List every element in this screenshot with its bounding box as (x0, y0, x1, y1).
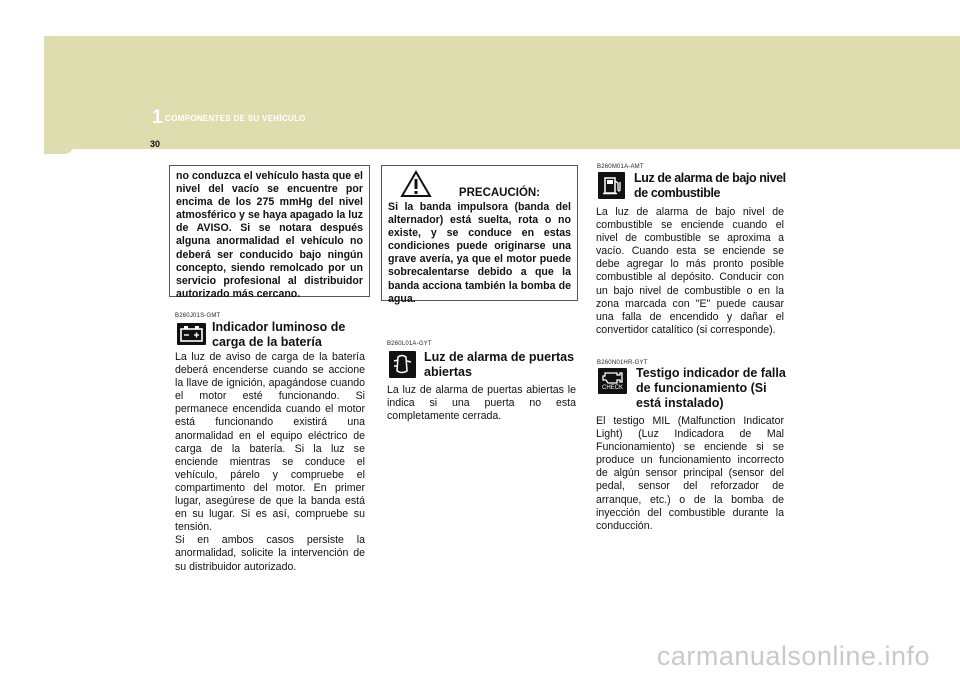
fuel-section-paragraph: La luz de alarma de bajo nivel de combustible se enciende cuando el nivel de combustible se aproxima a vacío. Cuando esta se enciende se debe agregar lo más pronto posible combustible al depósito. Conducir con un bajo nivel de combustible o en la zona marcada con "E" puede causar una falla de encendido y dañar el convertidor catalítico (si corresponde). (596, 206, 784, 336)
chapter-number: 1 (152, 107, 163, 128)
battery-icon (177, 323, 206, 345)
charge-section-paragraph-2: Si en ambos casos persiste la anormalidad, solicite la intervención de su distribuidor autorizado. (175, 534, 365, 573)
charge-section-title: Indicador luminoso de carga de la batería (212, 320, 346, 349)
fuel-section-code: B260M01A-AMT (597, 164, 644, 170)
fuel-section-title: Luz de alarma de bajo nivel de combustible (634, 171, 786, 200)
fuel-section-body (596, 206, 784, 337)
page-number: 30 (150, 139, 161, 149)
check-engine-icon (598, 368, 627, 394)
caution-title: PRECAUCIÓN: (458, 187, 541, 199)
caution-text: Si la banda impulsora (banda del alternador) está suelta, rota o no existe, y se conduce en estas condiciones puede originarse una grave avería, ya que el motor puede sobrecalentarse debido a que la banda acciona también la bomba de agua. (388, 201, 571, 305)
watermark: carmanualsonline.info (656, 641, 930, 671)
door-section-paragraph: La luz de alarma de puertas abiertas le indica si una puerta no esta completamente cerrada. (387, 384, 576, 423)
vacuum-warning-box (169, 165, 370, 300)
header-band (44, 36, 960, 149)
door-section-code: B260L01A-GYT (387, 341, 432, 347)
mil-section-code: B260N01HR-GYT (597, 360, 648, 366)
fuel-pump-icon (598, 172, 625, 199)
vacuum-warning-text: no conduzca el vehículo hasta que el nivel del vacío se encuentre por encima de los 275 mmHg del nivel atmosférico y se haya apagado la luz de AVISO. Si se notara después alguna anormalidad el vehículo no deberá ser conducido bajo ningún concepto, siendo remolcado por un servicio profesional al distribuidor autorizado más cercano. (176, 170, 363, 300)
charge-section-code: B260J01S-GMT (175, 313, 221, 319)
mil-section-title: Testigo indicador de falla de funcionamiento (Si está instalado) (636, 366, 786, 410)
charge-section-paragraph: La luz de aviso de carga de la batería deberá encenderse cuando se accione la llave de ignición, apagándose cuando el motor esté funcionando. Si permanece encendida cuando el motor está funcionando existirá una anormalidad en el equipo eléctrico de carga de la batería. Si la luz se enciende mientras se conduce el vehículo, párelo y compruebe el compartimento del motor. En primer lugar, asegúrese de que la banda está en su lugar. Si es así, compruebe su tensión. (175, 351, 365, 534)
caution-box (381, 165, 578, 305)
warning-triangle-icon (400, 170, 432, 198)
mil-section-paragraph: El testigo MIL (Malfunction Indicator Light) (Luz Indicadora de Mal Funcionamiento) se enciende si se produce un funcionamiento incorrecto de algún sensor principal (sensor del pedal, sensor del reforzador de arranque, etc.) o de la bomba de inyección del combustible durante la conducción. (596, 415, 784, 532)
check-engine-label: CHECK (601, 385, 623, 391)
mil-section-body (596, 415, 784, 533)
chapter-title: COMPONENTES DE SU VEHÍCULO (165, 114, 306, 123)
door-section-title: Luz de alarma de puertas abiertas (424, 350, 575, 379)
door-open-icon (389, 351, 416, 378)
charge-section-body (175, 351, 365, 574)
door-section-body (387, 384, 576, 423)
page-number-tab (44, 134, 74, 154)
